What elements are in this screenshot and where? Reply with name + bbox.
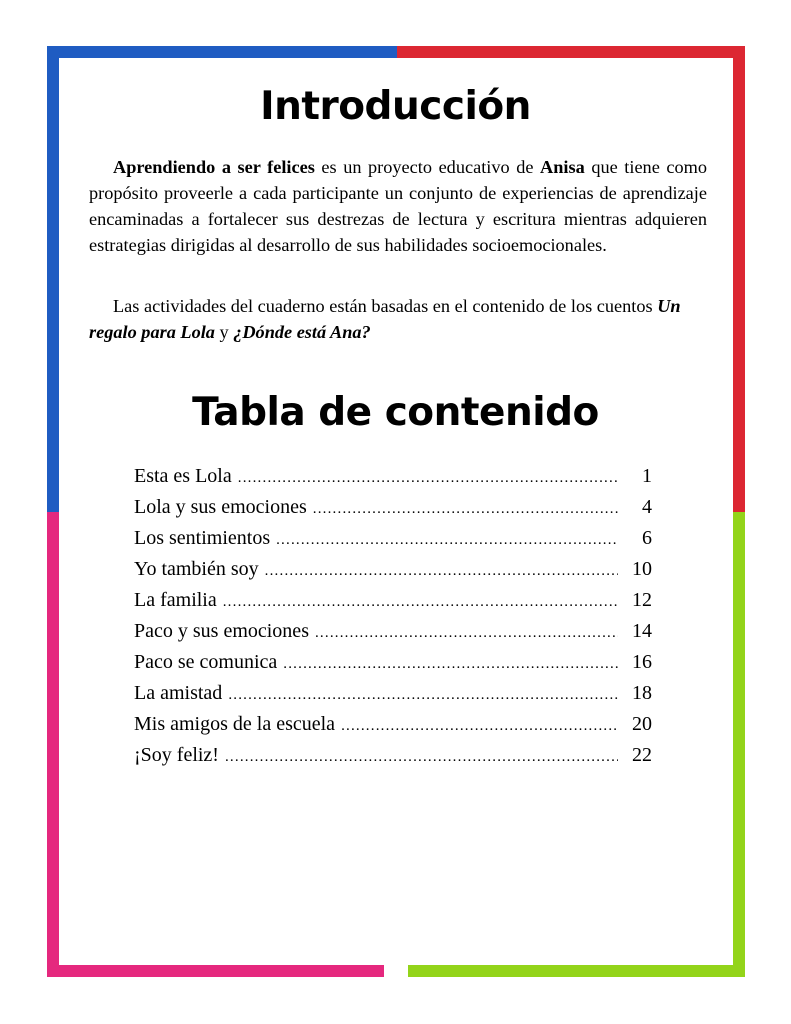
frame-left-lower: [47, 512, 59, 977]
toc-entry-label: Paco se comunica: [134, 651, 278, 673]
toc-entry[interactable]: [134, 492, 652, 523]
toc-leader-dots: [315, 618, 618, 649]
toc-entry[interactable]: [134, 585, 652, 616]
toc-leader-dots: [313, 494, 618, 525]
intro-text-3: Las actividades del cuaderno están basadas en el contenido de los cuentos: [113, 296, 658, 316]
toc-entry-label: Los sentimientos: [134, 527, 271, 549]
toc-list: [134, 461, 652, 771]
toc-entry[interactable]: [134, 647, 652, 678]
toc-leader-dots: [228, 680, 618, 711]
intro-text-2: que tiene como propósito proveerle a cada participante un conjunto de experiencias de aprendizaje encaminadas a fortalecer sus destrezas de lectura y escritura mientras adquieren estrategias dirigidas al desarrollo de sus habilidades socioemocionales.: [89, 157, 707, 255]
intro-text-1: es un proyecto educativo de: [314, 157, 541, 177]
intro-text-4: y: [214, 322, 234, 342]
intro-paragraph-2: [89, 293, 707, 345]
toc-leader-dots: [265, 556, 618, 587]
toc-entry-label: ¡Soy feliz!: [134, 744, 219, 766]
story-title-2: ¿Dónde está Ana?: [233, 322, 371, 342]
frame-top-right: [397, 46, 745, 58]
toc-leader-dots: [225, 742, 618, 773]
toc-entry-label: Paco y sus emociones: [134, 620, 309, 642]
story-title-1: Un regalo para Lola: [89, 296, 681, 342]
toc-entry[interactable]: [134, 740, 652, 771]
toc-entry-label: Esta es Lola: [134, 465, 232, 487]
org-name: Anisa: [540, 157, 585, 177]
toc-entry-page: 6: [642, 527, 652, 549]
toc-heading: Tabla de contenido: [192, 390, 599, 435]
toc-entry-label: Mis amigos de la escuela: [134, 713, 336, 735]
frame-bottom-left: [47, 965, 384, 977]
toc-entry-label: La amistad: [134, 682, 223, 704]
toc-entry-page: 22: [632, 744, 652, 766]
toc-entry-page: 18: [632, 682, 652, 704]
toc-leader-dots: [223, 587, 618, 618]
toc-leader-dots: [341, 711, 618, 742]
toc-entry[interactable]: [134, 461, 652, 492]
toc-leader-dots: [276, 525, 618, 556]
intro-heading: Introducción: [260, 84, 531, 129]
toc-entry-page: 12: [632, 589, 652, 611]
toc-entry-page: 1: [642, 465, 652, 487]
toc-entry-label: La familia: [134, 589, 217, 611]
toc-entry-page: 4: [642, 496, 652, 518]
toc-entry[interactable]: [134, 523, 652, 554]
toc-entry[interactable]: [134, 709, 652, 740]
project-name: Aprendiendo a ser felices: [113, 157, 315, 177]
toc-entry-page: 20: [632, 713, 652, 735]
toc-leader-dots: [283, 649, 618, 680]
toc-entry[interactable]: [134, 678, 652, 709]
toc-leader-dots: [238, 463, 618, 494]
frame-bottom-right: [408, 965, 745, 977]
toc-entry-page: 10: [632, 558, 652, 580]
frame-right-lower: [733, 512, 745, 977]
toc-entry-label: Lola y sus emociones: [134, 496, 307, 518]
toc-entry-page: 16: [632, 651, 652, 673]
toc-entry[interactable]: [134, 616, 652, 647]
toc-entry-label: Yo también soy: [134, 558, 259, 580]
intro-paragraph-1: [89, 154, 707, 258]
toc-entry-page: 14: [632, 620, 652, 642]
frame-top-left: [47, 46, 397, 58]
toc-entry[interactable]: [134, 554, 652, 585]
